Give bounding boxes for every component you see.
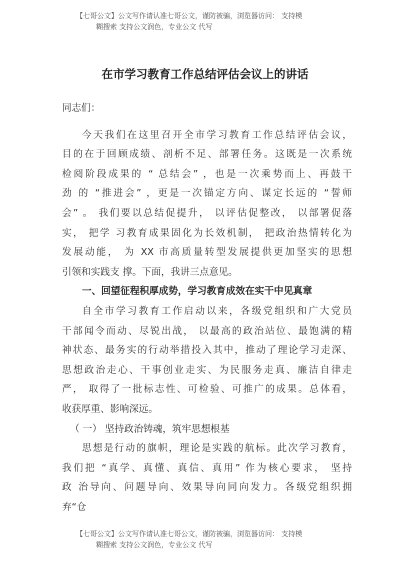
body-line: 今天我们在这里召开全市学习教育工作总结评估会议，: [82, 129, 352, 141]
body-line: 引领和实践支 撑。下面，我讲三点意见。: [62, 266, 238, 278]
subsection-heading: （ 一） 坚持政治铸魂，筑牢思想根基: [70, 423, 230, 435]
footer-line-1: 【七哥公文】公文写作请认准七哥公文，谨防被骗，浏览器访问： 支持模: [76, 530, 303, 538]
body-line: 会” 。 我们要以总结促提升， 以评估促整改， 以部署促落: [62, 207, 352, 219]
salutation: 同志们：: [62, 103, 101, 114]
body-line: 我们把 “真学、真懂、真信、真用” 作为核心要求， 坚持: [62, 462, 352, 474]
header-line-2: 糊搜索 支持公文润色，专业公文 代写: [96, 23, 213, 31]
header-line-1: 【七哥公文】公文写作请认准七哥公文，谨防被骗，浏览器访问： 支持模: [76, 12, 303, 20]
body-line: 思想政治走心、干事创业走实、为民服务走真、廉洁自律走: [62, 364, 352, 376]
body-line: 实， 把学 习教育成果固化为长效机制， 把政治热情转化为: [62, 227, 352, 239]
body-line: 干部闻令而动、尽锐出战， 以最高的政治站位、最饱满的精: [62, 325, 352, 337]
body-line: 神状态、最务实的行动举措投入其中，推动了理论学习走深、: [62, 345, 352, 357]
footer-line-2: 糊搜索 支持公文润色，专业公文 代写: [96, 541, 213, 549]
body-line: 政 治导向、问题导向、效果导向同向发力。各级党组织拥: [62, 482, 352, 494]
body-line: 思想是行动的旗帜，理论是实践的航标。此次学习教育，: [82, 443, 352, 455]
body-line: 收获厚重、影响深远。: [62, 403, 158, 415]
section-heading: 一、回望征程积厚成势，学习教育成效在实干中见真章: [82, 286, 313, 298]
document-title: 在市学习教育工作总结评估会议上的讲话: [101, 67, 309, 81]
body-line: 自全市学习教育工作启动以来，各级党组织和广大党员: [82, 305, 352, 317]
body-line: 发展动能， 为 XX 市高质量转型发展提供更加坚实的思想: [62, 247, 352, 259]
document-body: [62, 99, 352, 517]
body-line: 弃“仓: [62, 501, 87, 513]
page-header: [76, 11, 346, 33]
page-footer: [76, 529, 346, 551]
body-line: 检阅阶段成果的 “ 总结会” ，也是一次乘势而上、再鼓干: [62, 168, 352, 180]
body-line: 目的在于回顾成绩、剖析不足、部署任务。这既是一次系统: [62, 149, 352, 161]
body-line: 严， 取得了一批标志性、可检验、可推广的成果。总体看，: [62, 384, 352, 396]
body-line: 劲 的 “推进会” ，更是一次锚定方向、谋定长远的 “誓师: [62, 188, 352, 200]
